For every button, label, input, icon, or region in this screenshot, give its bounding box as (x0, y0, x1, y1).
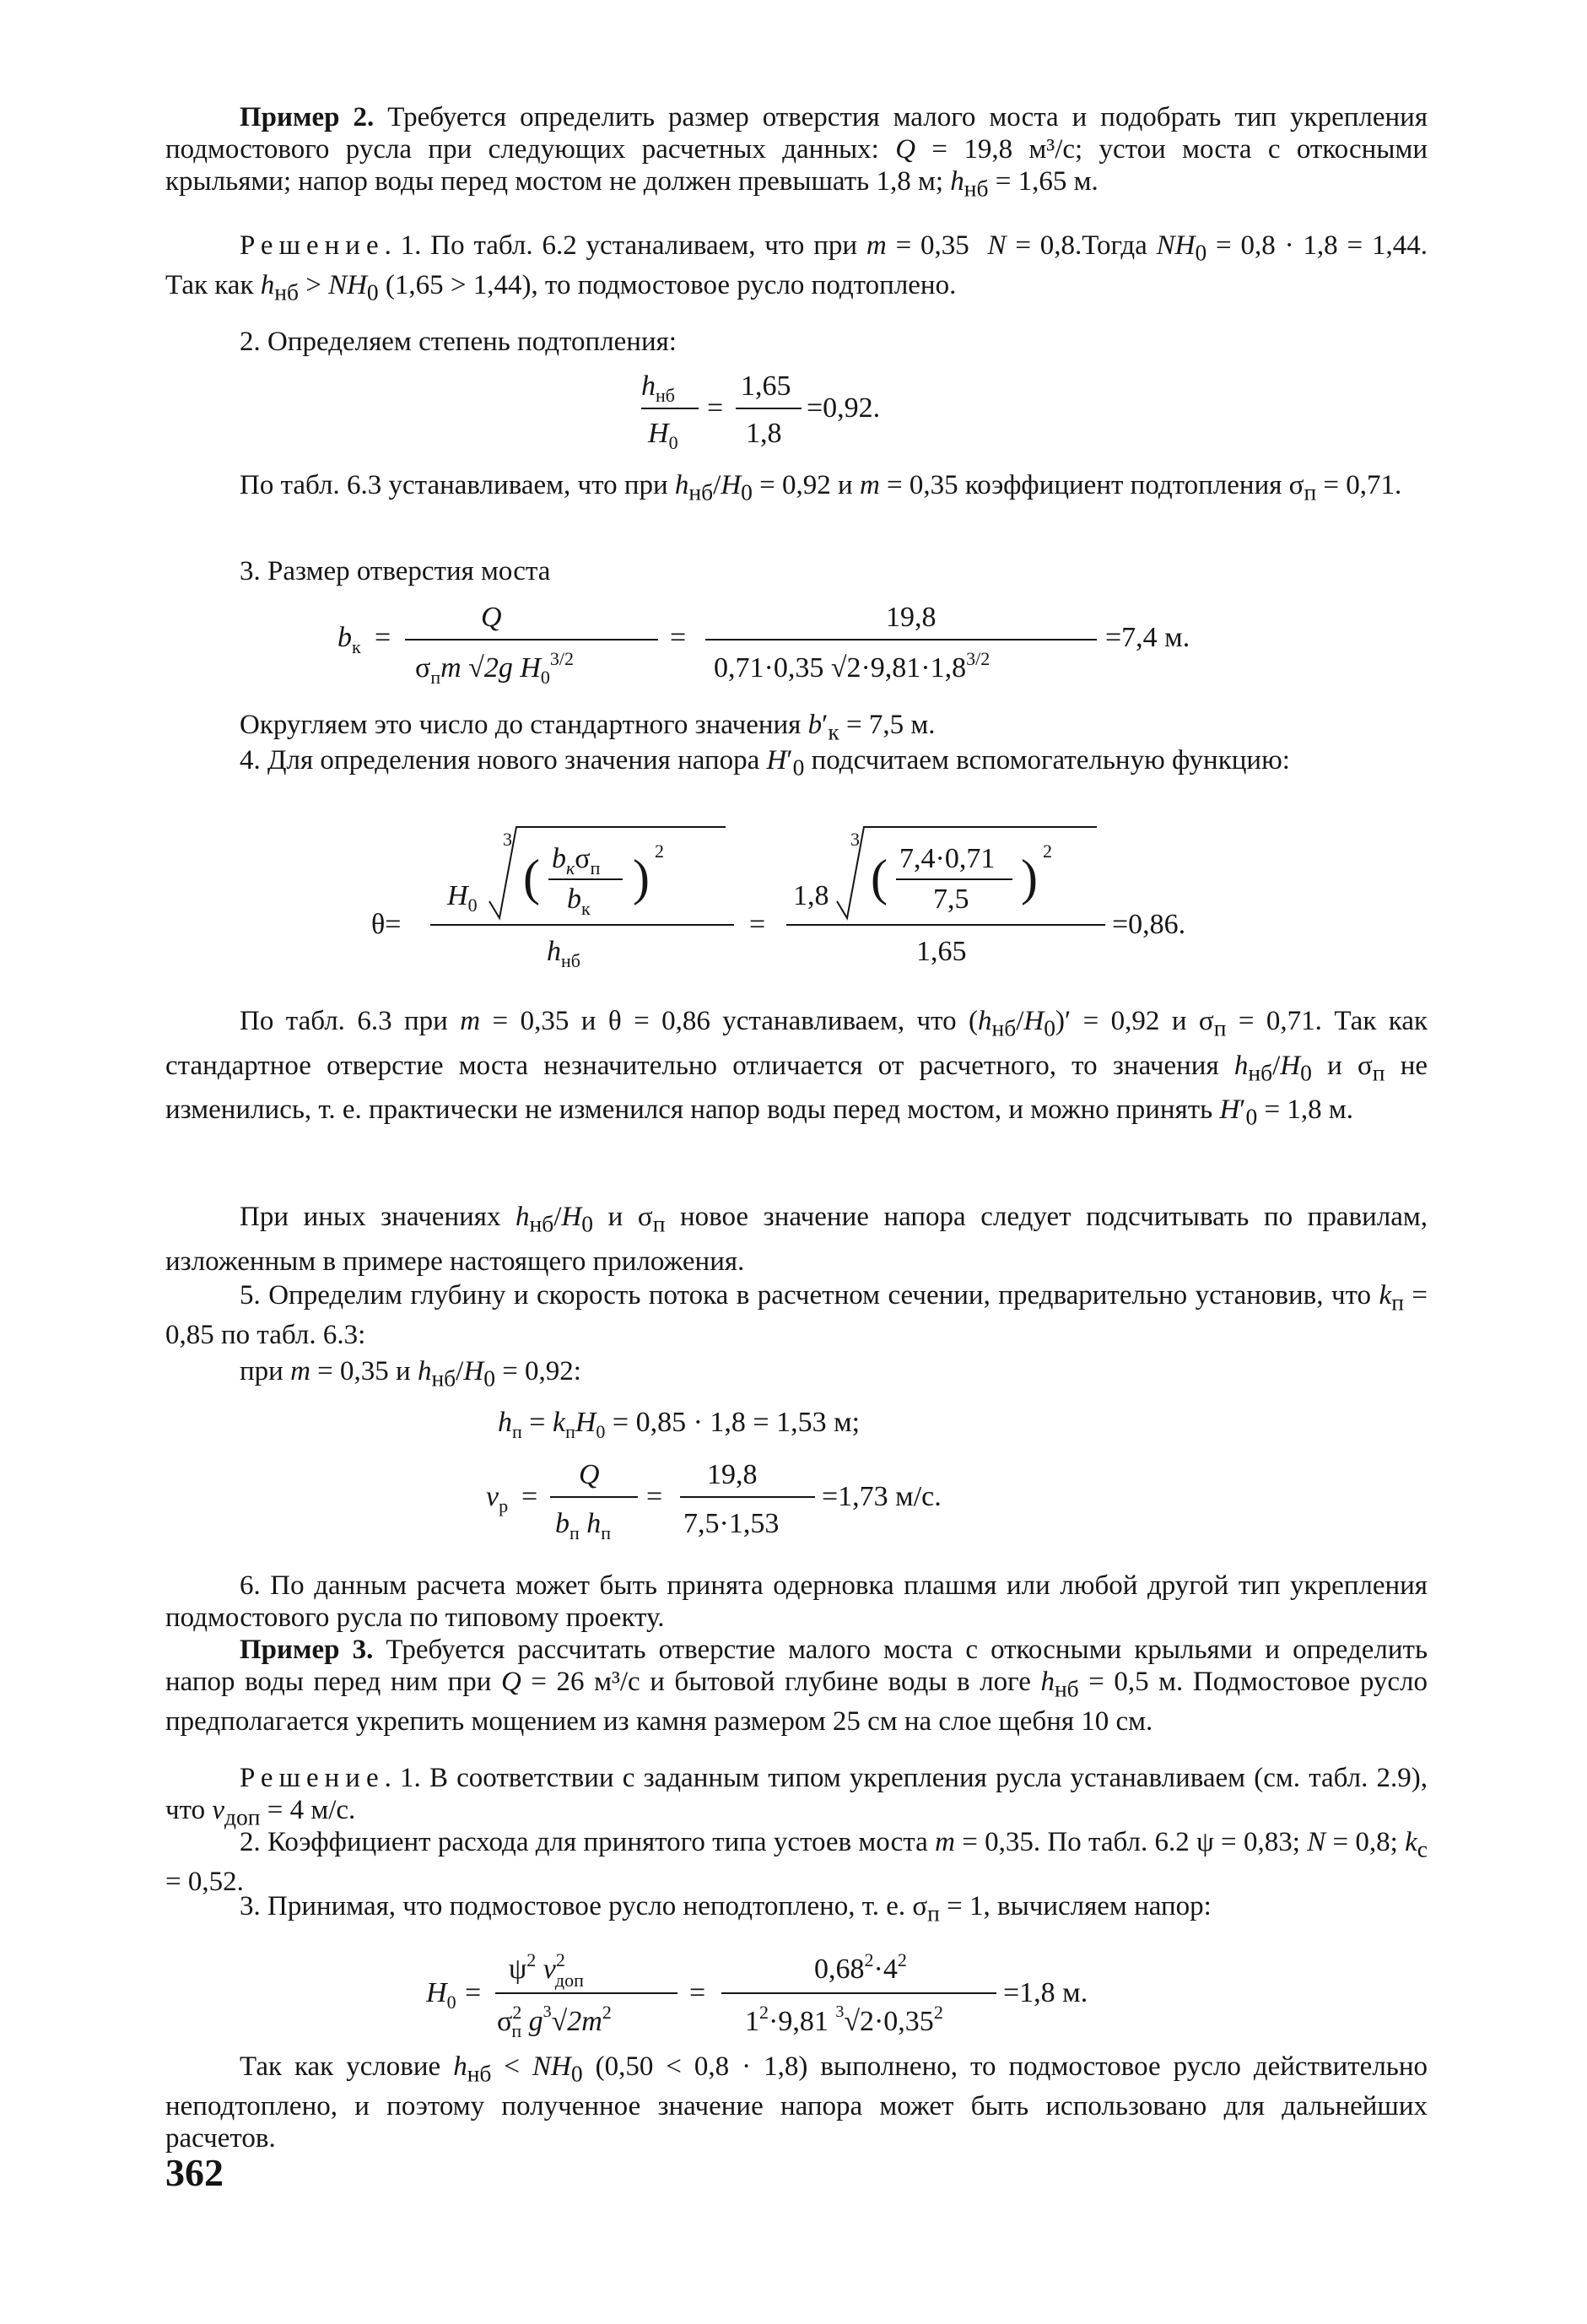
svg-text:12·9,81 3√2·0,352: $1^2\cdot 9,81$ $^3√2\cdot 0,35^2$ (745, 2002, 943, 2037)
svg-text:19,8: 19,8 (707, 1459, 758, 1490)
svg-text:1,8: 1,8 (793, 880, 829, 911)
svg-text:bп hп: $b_п$ $h_п$ (555, 1508, 612, 1543)
paragraph-other-values: При иных значениях $h_{нб}/H_0$ и $\sigma_п$ новое значение напора следует подсчитывать по правилам, изложенным в примере настоящего приложения. (165, 1202, 1428, 1277)
svg-text:(: ( (523, 850, 540, 905)
svg-text:=1,8 м.: =1,8 м. (1003, 1977, 1088, 2008)
svg-text:bкσп: $b_к\sigma_п$ (552, 843, 601, 878)
svg-text:bк: $b_к$ (337, 622, 361, 657)
svg-text:=0,92.: =0,92. (807, 392, 881, 424)
svg-text:bк: $b_к$ (567, 884, 591, 919)
svg-text:σпm √2g H03/2: $\sigma_пm$ √2g $H_0^{3/2}$ (415, 648, 575, 688)
paragraph-example-2-statement: Пример 2. Требуется определить размер отверстия малого моста и подобрать тип укрепления подмостового русла при следующих расчетных данных: Q = 19,8 м³/с; устои моста с откосными крыльями; напор воды перед мостом не должен превышать 1,8 м; $h_{нб} = 1,65$ м. (165, 102, 1428, 202)
svg-text:=: = (465, 1977, 482, 2008)
formula-submergence-degree (641, 365, 945, 457)
svg-text:1,65: 1,65 (741, 370, 791, 402)
formula-head (426, 1946, 1185, 2047)
svg-text:3: 3 (503, 829, 512, 850)
svg-text:H0: $H_0$ (447, 880, 478, 916)
svg-text:=: = (646, 1481, 663, 1512)
svg-text:(: ( (871, 850, 888, 905)
svg-text:ψ2 v2доп: $\psi^2$ $v^2$ доп (509, 1949, 584, 1991)
svg-text:=0,86.: =0,86. (1112, 909, 1186, 940)
formula-flow-velocity (486, 1453, 1077, 1546)
svg-text:0,682·42: $0,68^2\cdot 4^2$ (814, 1949, 907, 1985)
svg-text:hнб: $h_{нб}$ (547, 936, 580, 971)
svg-text:H0: $H_0$ (426, 1977, 456, 2013)
svg-text:0,71·0,35 √2·9,81·1,83/2: 0,71·0,35 $√2\cdot 9,81\cdot 1,8^{3/2}$ (714, 648, 991, 684)
svg-text:=1,73 м/с.: =1,73 м/с. (822, 1481, 942, 1512)
svg-text:H0: $H_0$ (648, 418, 678, 453)
svg-text:=: = (375, 622, 391, 653)
paragraph-step-6: 6. По данным расчета может быть принята одерновка плашмя или любой другой тип укрепления подмостового русла по типовому проекту. (165, 1570, 1428, 1633)
svg-text:σ2п g3√2m2: $\sigma^2$ п $g^3√2m^2$ (497, 2002, 612, 2041)
svg-text:hп = kпH0 = 0,85 · 1,8 = 1,53: $h_п = k_пH_0 = 0,85 \cdot 1,8 = 1,53$ м; (498, 1407, 861, 1442)
paragraph-rounding: Округляем это число до стандартного значения $b'_к = 7,5$ м. (240, 710, 936, 745)
svg-text:Q: Q (579, 1459, 600, 1490)
paragraph-example-3-statement: Пример 3. Требуется рассчитать отверстие малого моста с откосными крыльями и определить напор воды перед ним при Q = 26 м³/с и бытовой глубине воды в логе $h_{нб} = 0,5$ м. Подмостовое русло предполагается укрепить мощением из камня размером 25 см на слое щебня 10 см. (165, 1635, 1428, 1737)
svg-text:=: = (749, 909, 766, 940)
paragraph-solution-3-1: Решение. 1. В соответствии с заданным типом укрепления русла устанавливаем (см. табл. 2.9), что $v_{доп} = 4$ м/с. (165, 1763, 1428, 1830)
svg-text:1,65: 1,65 (916, 936, 967, 967)
svg-text:7,4·0,71: 7,4·0,71 (899, 843, 996, 874)
paragraph-solution-3-2: 2. Коэффициент расхода для принятого типа устоев моста m = 0,35. По табл. 6.2 ψ = 0,83; N = 0,8; $k_с = 0,52$. (165, 1827, 1428, 1897)
paragraph-theta-result: По табл. 6.3 при m = 0,35 и θ = 0,86 устанавливаем, что $(h_{нб}/H_0)' = 0,92$ и $\sigma_п = 0,71$. Так как стандартное отверстие моста незначительно отличается от расчетного, то значения $h_{нб}/H_0$ и $\sigma_п$ не изменились, т. е. практически не изменился напор воды перед мостом, и можно принять $H'_0 = 1,8$ м. (165, 1006, 1428, 1130)
svg-text:Q: Q (481, 602, 502, 633)
svg-text:=: = (689, 1977, 706, 2008)
svg-text:=7,4 м.: =7,4 м. (1105, 622, 1190, 653)
paragraph-step-5: 5. Определим глубину и скорость потока в расчетном сечении, предварительно установив, что $k_п = 0,85$ по табл. 6.3: (165, 1280, 1428, 1350)
formula-bridge-opening (337, 596, 1266, 697)
svg-text:=: = (670, 622, 687, 653)
paragraph-step-2: 2. Определяем степень подтопления: (240, 327, 677, 357)
svg-text:7,5·1,53: 7,5·1,53 (683, 1508, 780, 1539)
paragraph-step-4: 4. Для определения нового значения напора $H'_0$ подсчитаем вспомогательную функцию: (240, 745, 1290, 781)
svg-text:): ) (1021, 850, 1038, 905)
svg-text:1,8: 1,8 (746, 418, 782, 449)
paragraph-step-3: 3. Размер отверстия моста (240, 556, 551, 586)
formula-flow-depth (498, 1401, 1088, 1443)
svg-text:7,5: 7,5 (933, 884, 969, 915)
svg-text:2: 2 (655, 840, 664, 862)
paragraph-solution-1: Решение. 1. По табл. 6.2 устаналиваем, что при m = 0,35 N = 0,8.Тогда $NH_0 = 0,8 \cdot 1,8 = 1,44$. Так как $h_{нб} > NH_0$ (1,65 > 1,44), то подмостовое русло подтоплено. (165, 230, 1428, 305)
svg-text:=: = (521, 1481, 538, 1512)
svg-text:vр: $v_р$ (486, 1481, 509, 1516)
svg-text:19,8: 19,8 (886, 602, 937, 633)
paragraph-solution-3-3: 3. Принимая, что подмостовое русло неподтоплено, т. е. $\sigma_п = 1$, вычисляем напор: (240, 1891, 1212, 1927)
svg-text:hнб: $h_{нб}$ (641, 370, 675, 406)
svg-text:θ=: θ= (371, 909, 402, 940)
svg-text:2: 2 (1043, 840, 1052, 862)
paragraph-table-6-3: По табл. 6.3 устанавливаем, что при $h_{нб}/H_0 = 0,92$ и m = 0,35 коэффициент подтопления $\sigma_п = 0,71$. (240, 470, 1402, 505)
paragraph-condition: при m = 0,35 и $h_{нб}/H_0 = 0,92$: (240, 1356, 581, 1392)
paragraph-conclusion: Так как условие $h_{нб} < NH_0$ (0,50 < 0,8 · 1,8) выполнено, то подмостовое русло действительно неподтоплено, и поэтому полученное значение напора может быть использовано для дальнейших расчетов. (165, 2051, 1428, 2154)
svg-text:): ) (633, 850, 650, 905)
page-number: 362 (165, 2151, 224, 2194)
formula-theta-function (371, 824, 1316, 984)
svg-text:3: 3 (850, 829, 860, 850)
svg-text:=: = (707, 392, 724, 424)
